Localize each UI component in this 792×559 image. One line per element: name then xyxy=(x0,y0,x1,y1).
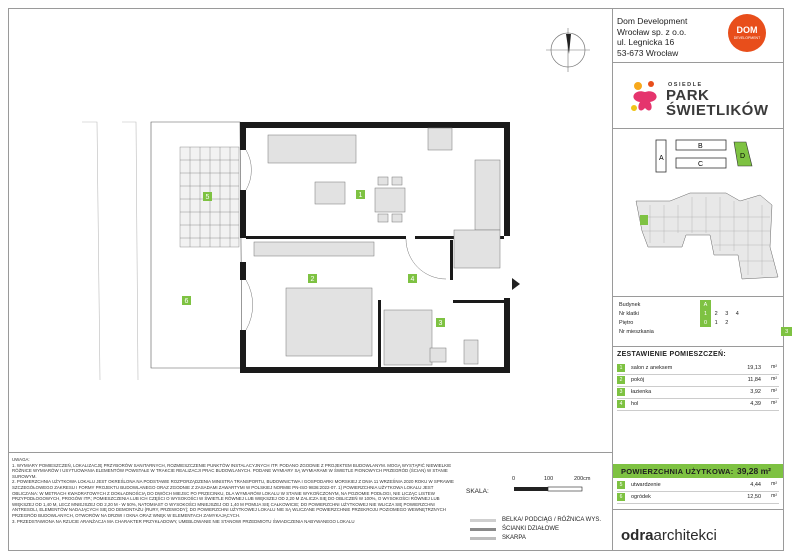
room-name: salon z aneksem xyxy=(631,365,673,371)
room-marker-1-label: 1 xyxy=(358,192,363,199)
room-unit: m² xyxy=(771,364,777,370)
room-area: 3,92 xyxy=(750,389,761,395)
brand-line2: ŚWIETLIKÓW xyxy=(666,102,769,119)
notes-divider xyxy=(8,452,613,453)
brand-line1: PARK xyxy=(666,87,710,104)
extra-unit: m² xyxy=(771,481,777,487)
brand-logo xyxy=(666,82,769,118)
company-address xyxy=(617,16,687,58)
rooms-title: ZESTAWIENIE POMIESZCZEŃ: xyxy=(617,351,726,358)
legend-item xyxy=(470,516,601,525)
room-marker-3-label: 3 xyxy=(438,320,443,327)
dom-logo-sub: DEVELOPMENT xyxy=(733,36,761,40)
separator xyxy=(613,296,783,297)
company-legal: Wrocław sp. z o.o. xyxy=(617,26,687,37)
room-number: 3 xyxy=(617,388,625,396)
scale-graphic xyxy=(512,483,584,493)
total-area-label: POWIERZCHNIA UŻYTKOWA: xyxy=(621,467,734,476)
klatka-option: 2 xyxy=(714,310,718,317)
svg-text:C: C xyxy=(698,161,704,168)
pietro-option: 0 xyxy=(700,318,711,327)
extra-unit: m² xyxy=(771,493,777,499)
scale-bar xyxy=(466,476,591,495)
dom-logo xyxy=(728,14,766,52)
legend-swatch xyxy=(470,537,496,540)
room-marker-6-label: 6 xyxy=(184,298,189,305)
company-city: 53-673 Wrocław xyxy=(617,47,679,58)
room-number: 4 xyxy=(617,400,625,408)
architect-logo xyxy=(621,527,717,544)
room-row xyxy=(617,399,779,411)
site-key-map xyxy=(638,134,768,182)
room-name: hol xyxy=(631,401,639,407)
dom-logo-text: DOM xyxy=(736,25,758,35)
room-marker-4-label: 4 xyxy=(410,276,415,283)
extra-area: 12,50 xyxy=(747,494,761,500)
room-area: 11,84 xyxy=(747,377,761,383)
firefly-logo-icon xyxy=(626,78,664,118)
notes-title: UWAGA: xyxy=(12,457,30,462)
extra-name: ogródek xyxy=(631,494,651,500)
svg-text:D: D xyxy=(740,153,746,160)
furniture xyxy=(254,128,500,365)
legend-label: ŚCIANKI DZIAŁOWE xyxy=(502,526,560,532)
budynek-label: Budynek xyxy=(619,301,641,308)
entry-arrow-icon xyxy=(512,278,520,290)
scale-tick-100: 100 xyxy=(544,476,554,482)
compass-icon xyxy=(546,28,590,72)
architect-part1: odra xyxy=(621,527,654,544)
extra-row xyxy=(617,480,779,492)
pietro-option: 2 xyxy=(725,319,729,326)
legend-label: BELKA/ PODCIĄG / RÓŻNICA WYS. xyxy=(502,517,602,523)
pietro-option: 1 xyxy=(714,319,718,326)
info-row-mieszkanie xyxy=(617,327,792,336)
room-number: 1 xyxy=(617,364,625,372)
note-item: 1. WYMIARY POMIESZCZEŃ, LOKALIZACJĘ PRZYBORÓW SANITARNYCH, ROZMIESZCZENIE PUNKTÓW INSTALACYJNYCH ITP. PODANO ZGODNIE Z PROJEKTEM BUDOWLANYM. MOGĄ WYSTĄPIĆ NIEWIELKIE RÓŻNICE WYMIARÓW I USYTUOWANIA ELEMENTÓW POWSTAŁE W TRAKCIE REALIZACJI PRAC BUDOWLANYCH. PODANE WYMIARY SĄ WYMIARAMI W ŚWIETLE PIONOWYCH PRZEGRÓD (ŚCIAN) W STANIE SUROWYM. xyxy=(12,462,452,479)
notes-block xyxy=(12,457,460,524)
room-area: 19,13 xyxy=(747,365,761,371)
extra-number: 6 xyxy=(617,493,625,501)
room-unit: m² xyxy=(771,388,777,394)
brand-pre: OSIEDLE xyxy=(668,82,703,88)
scale-tick-0: 0 xyxy=(512,476,516,482)
extra-number: 5 xyxy=(617,481,625,489)
total-area-value: 39,28 m² xyxy=(736,466,771,476)
extra-row xyxy=(617,492,779,504)
separator xyxy=(613,62,783,63)
extra-areas-list xyxy=(617,480,779,504)
company-street: ul. Legnicka 16 xyxy=(617,37,675,47)
legend-label: SKARPA xyxy=(502,535,526,541)
room-marker-2-label: 2 xyxy=(310,276,315,283)
extra-name: utwardzenie xyxy=(631,482,661,488)
mieszkanie-label: Nr mieszkania xyxy=(619,328,654,335)
scale-tick-200: 200cm xyxy=(574,476,591,482)
rooms-list xyxy=(617,363,779,411)
budynek-option: A xyxy=(700,300,711,309)
unit-info-table xyxy=(617,300,792,336)
room-row xyxy=(617,375,779,387)
room-unit: m² xyxy=(771,376,777,382)
legend-item xyxy=(470,534,601,543)
note-item: 2. POWIERZCHNIA UŻYTKOWA LOKALU JEST OKREŚLONA NA PODSTAWIE ROZPORZĄDZENIA MINISTRA TRANSPORTU, BUDOWNICTWA I GOSPODARKI MORSKIEJ Z DNIA 11 WRZEŚNIA 2020 ROKU W SPRAWIE SZCZEGÓŁOWEGO ZAKRESU I FORMY PROJEKTU BUDOWLANEGO ORAZ ZGODNIE Z ZASADAMI ZAWARTYMI W POLSKIEJ NORMIE PN-ISO 9836:2022-07. 1) POWIERZCHNIA UŻYTKOWA LOKALU JEST OBLICZANA: W METRACH KWADRATOWYCH Z DOKŁADNOŚCIĄ DO DWÓCH MIEJSC PO PRZECINKU, DLA WYMIARÓW LOKALU W STANIE WYKOŃCZONYM, NA POZIOMIE PODŁOGI, NIE LICZĄC LISTEW PRZYPODŁOGOWYCH, PROGÓW ITP.; POMIESZCZENIA LUB ICH CZĘŚCI O WYSOKOŚCI W ŚWIETLE RÓWNEJ LUB WIĘKSZEJ OD 2,20 M ZALICZA SIĘ DO OBLICZEŃ W 100%, O WYSOKOŚCI RÓWNEJ LUB WIĘKSZEJ OD 1,40 M, LECZ MNIEJSZEJ OD 2,20 M - W 50%, NATOMIAST O WYSOKOŚCI MNIEJSZEJ OD 1,40 M POMIJA SIĘ CAŁKOWICIE; DO POWIERZCHNI UŻYTKOWEJ NIE WLICZA SIĘ POWIERZCHNI ANTRESOLI, ELEMENTÓW NADAJĄCYCH SIĘ DO DEMONTAŻU (RURY, PRZEWODY); DO POWIERZCHNI UŻYTKOWEJ LOKALU NIE SĄ WLICZANE POWIERZCHNIE PRZEKROJU POZIOMEGO WEWNĘTRZNYCH PRZEGRÓD BUDOWLANYCH, OTWORÓW NA DRZWI I OKNA ORAZ WNĘK W ELEMENTACH ZAMYKAJĄCYCH. xyxy=(12,479,454,518)
klatka-option: 3 xyxy=(725,310,729,317)
room-area: 4,39 xyxy=(750,401,761,407)
legend xyxy=(470,516,601,543)
company-name: Dom Development xyxy=(617,16,688,26)
separator xyxy=(613,128,783,129)
klatka-option: 4 xyxy=(735,310,739,317)
room-number: 2 xyxy=(617,376,625,384)
info-row-budynek xyxy=(617,300,792,309)
svg-text:B: B xyxy=(698,143,703,150)
room-name: łazienka xyxy=(631,389,652,395)
legend-swatch xyxy=(470,519,496,522)
info-row-klatka xyxy=(617,309,792,318)
extra-area: 4,44 xyxy=(750,482,761,488)
klatka-option: 1 xyxy=(700,309,711,318)
architect-part2: architekci xyxy=(653,527,717,544)
room-row xyxy=(617,387,779,399)
floor-key-map xyxy=(630,185,780,289)
total-area-bar xyxy=(613,464,783,478)
site-boundary xyxy=(82,122,138,380)
note-item: 3. PRZEDSTAWIONA NA RZUCIE ARANŻACJA MA CHARAKTER PRZYKŁADOWY, UMEBLOWANIE NIE STANOWI PRZEDMIOTU ŚWIADCZENIA NABYWANEGO LOKALU xyxy=(12,518,355,524)
room-marker-5-label: 5 xyxy=(205,194,210,201)
klatka-label: Nr klatki xyxy=(619,310,639,317)
info-row-pietro xyxy=(617,318,792,327)
scale-label: SKALA: xyxy=(466,488,489,495)
separator xyxy=(613,509,783,510)
mieszkanie-value: 3 xyxy=(781,327,792,336)
floor-plan xyxy=(10,10,610,450)
svg-text:A: A xyxy=(659,155,664,162)
pietro-label: Piętro xyxy=(619,319,634,326)
legend-item xyxy=(470,525,601,534)
legend-swatch xyxy=(470,528,496,531)
room-name: pokój xyxy=(631,377,645,383)
separator xyxy=(613,346,783,347)
room-row xyxy=(617,363,779,375)
room-unit: m² xyxy=(771,400,777,406)
